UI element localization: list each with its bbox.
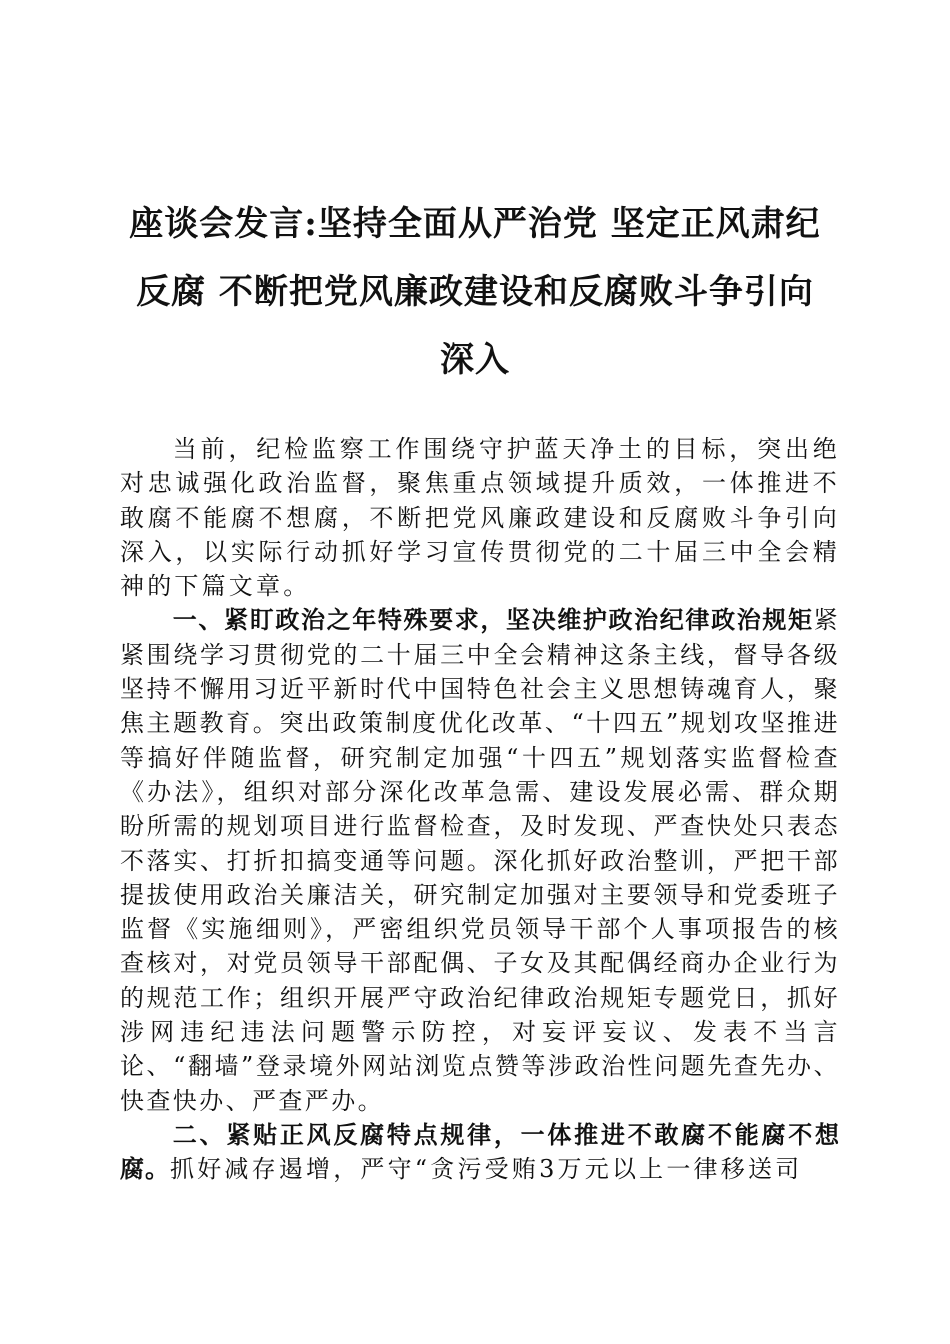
document-body (120, 432, 840, 1187)
document-title (100, 190, 850, 394)
title-line-3: 深入 (440, 340, 510, 380)
section-2-heading: 二、紧贴正风反腐特点规律，一体推进不敢腐不能腐不想腐。 (120, 1119, 840, 1184)
title-line-2: 反腐 不断把党风廉政建设和反腐败斗争引向 (136, 272, 814, 312)
intro-paragraph: 当前，纪检监察工作围绕守护蓝天净土的目标，突出绝对忠诚强化政治监督，聚焦重点领域提升质效，一体推进不敢腐不能腐不想腐，不断把党风廉政建设和反腐败斗争引向深入，以实际行动抓好学习宣传贯彻党的二十届三中全会精神的下篇文章。 (120, 435, 840, 601)
section-2-paragraph (120, 1118, 840, 1187)
section-1-heading: 一、紧盯政治之年特殊要求，坚决维护政治纪律政治规矩 (172, 605, 814, 635)
title-line-1: 座谈会发言:坚持全面从严治党 坚定正风肃纪 (129, 204, 821, 244)
section-1-text: 紧紧围绕学习贯彻党的二十届三中全会精神这条主线，督导各级坚持不懈用习近平新时代中国特色社会主义思想铸魂育人，聚焦主题教育。突出政策制度优化改革、“十四五”规划攻坚推进等搞好伴随监督，研究制定加强“十四五”规划落实监督检查《办法》，组织对部分深化改革急需、建设发展必需、群众期盼所需的规划项目进行监督检查，及时发现、严查快处只表态不落实、打折扣搞变通等问题。深化抓好政治整训，严把干部提拔使用政治关廉洁关，研究制定加强对主要领导和党委班子监督《实施细则》，严密组织党员领导干部个人事项报告的核查核对，对党员领导干部配偶、子女及其配偶经商办企业行为的规范工作；组织开展严守政治纪律政治规矩专题党日，抓好涉网违纪违法问题警示防控，对妄评妄议、发表不当言论、“翻墙”登录境外网站浏览点赞等涉政治性问题先查先办、快查快办、严查严办。 (120, 606, 840, 1115)
section-2-text: 抓好减存遏增，严守“贪污受贿3万元以上一律移送司 (170, 1155, 803, 1184)
section-1-paragraph (120, 603, 840, 1117)
